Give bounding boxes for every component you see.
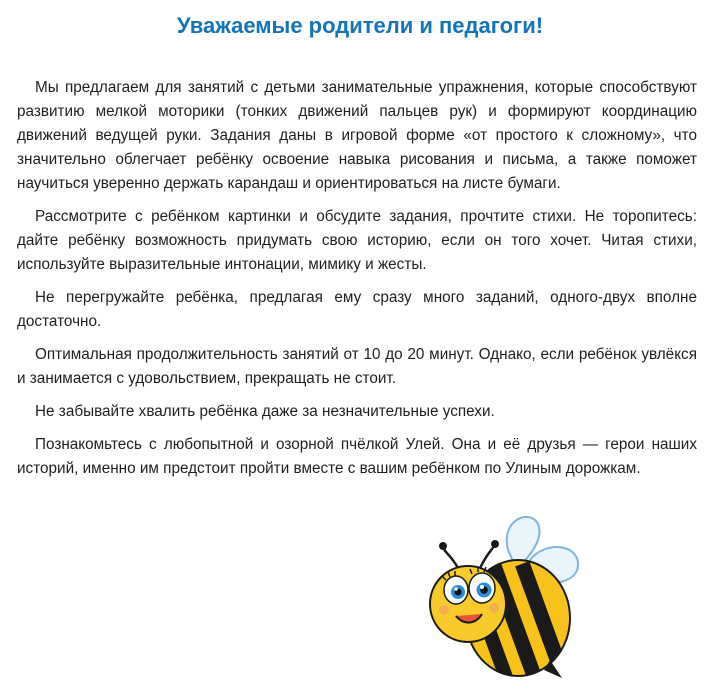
- page-title: Уважаемые родители и педагоги!: [176, 13, 544, 38]
- body-text: [17, 76, 697, 490]
- paragraph: Познакомьтесь с любопытной и озорной пчёлкой Улей. Она и её друзья — герои наших историй, именно им предстоит пройти вместе с вашим ребёнком по Улиным дорожкам.: [17, 436, 697, 477]
- paragraph: Не перегружайте ребёнка, предлагая ему сразу много заданий, одного-двух вполне достаточно.: [17, 289, 697, 330]
- bee-icon: [420, 510, 590, 685]
- paragraph: Оптимальная продолжительность занятий от 10 до 20 минут. Однако, если ребёнок увлёкся и занимается с удовольствием, прекращать не стоит.: [17, 346, 697, 387]
- paragraph: Мы предлагаем для занятий с детьми занимательные упражнения, которые способствуют развитию мелкой моторики (тонких движений пальцев рук) и формируют координацию движений ведущей руки. Задания даны в игровой форме «от простого к сложному», что значительно облегчает ребёнку освоение навыка рисования и письма, а также поможет научиться уверенно держать карандаш и ориентироваться на листе бумаги.: [17, 79, 697, 192]
- paragraph: Не забывайте хвалить ребёнка даже за незначительные успехи.: [35, 403, 495, 420]
- paragraph: Рассмотрите с ребёнком картинки и обсудите задания, прочтите стихи. Не торопитесь: дайте ребёнку возможность придумать свою историю, если он того хочет. Читая стихи, используйте выразительные интонации, мимику и жесты.: [17, 208, 697, 273]
